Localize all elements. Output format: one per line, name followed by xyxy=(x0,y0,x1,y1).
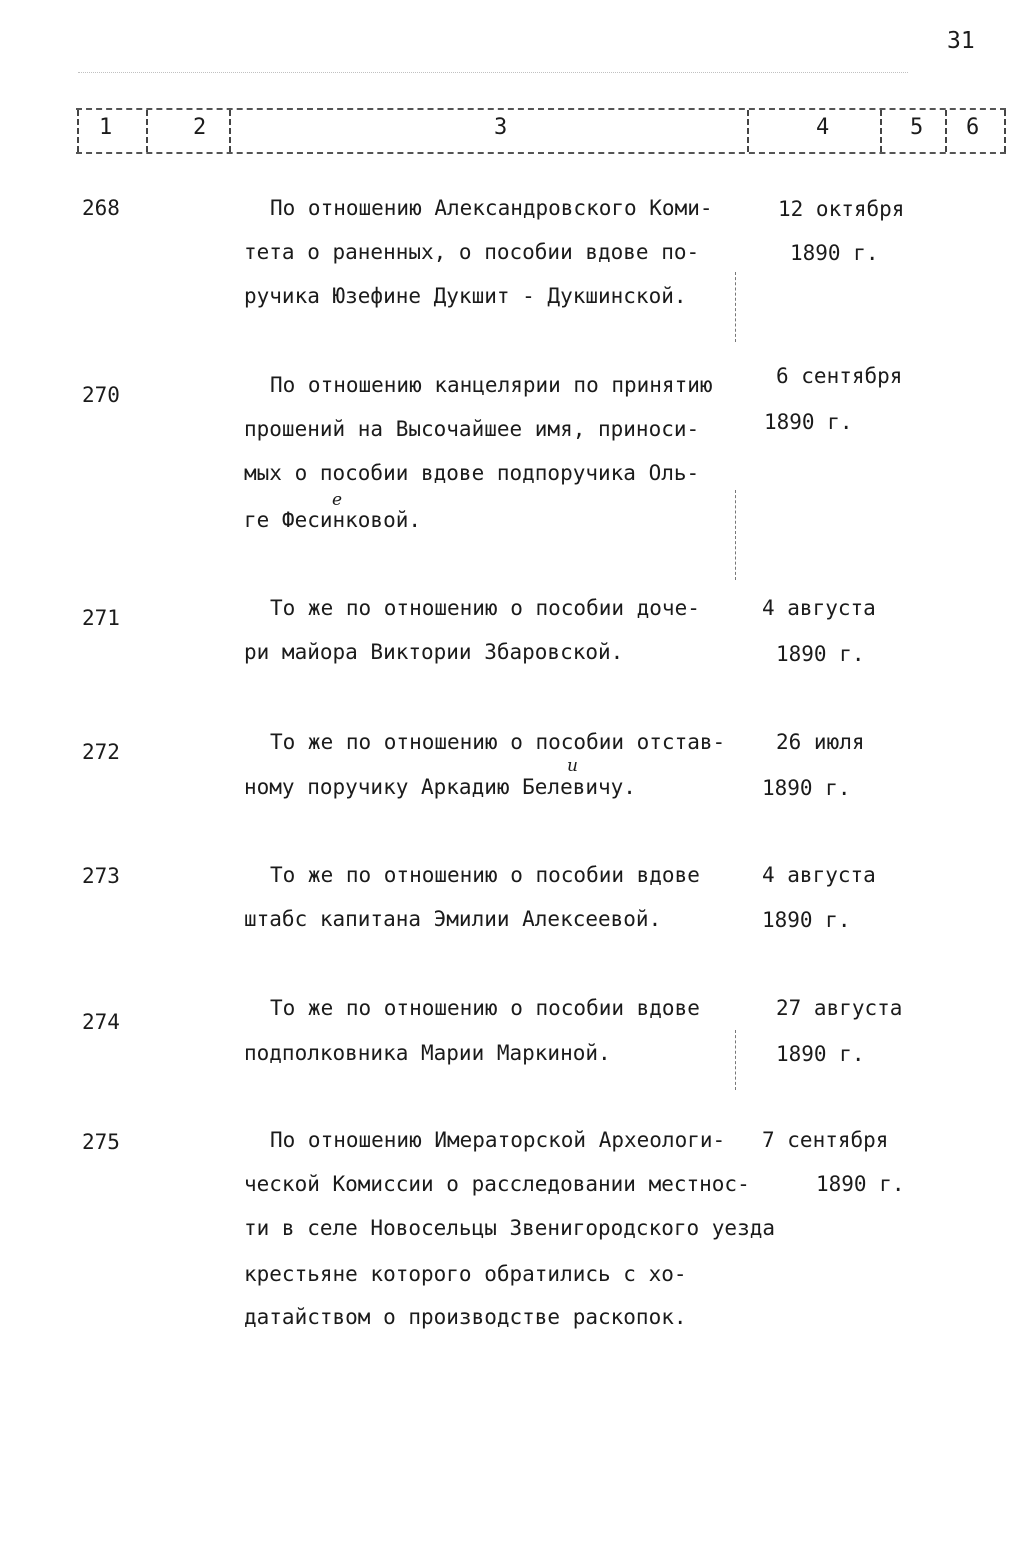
record-description-line: То же по отношению о пособии вдове xyxy=(270,996,700,1020)
record-description-line: По отношению канцелярии по принятию xyxy=(270,373,713,397)
column-header-1: 1 xyxy=(99,115,113,140)
column-divider xyxy=(229,110,231,152)
record-date: 4 августа xyxy=(762,863,876,887)
header-top-rule xyxy=(76,108,1006,110)
column-header-4: 4 xyxy=(816,115,830,140)
record-description-line: мых о пособии вдове подпоручика Оль- xyxy=(244,461,700,485)
record-date: 1890 г. xyxy=(762,776,851,800)
column-divider xyxy=(945,110,947,152)
column-divider xyxy=(146,110,148,152)
record-date: 6 сентября xyxy=(776,364,903,388)
record-description-line: ти в селе Новосельцы Звенигородского уезда xyxy=(244,1216,776,1240)
record-description-line: По отношению Имераторской Археологи- xyxy=(270,1128,726,1152)
record-date: 4 августа xyxy=(762,596,876,620)
record-description-line: подполковника Марии Маркиной. xyxy=(244,1041,611,1065)
record-description-line: То же по отношению о пособии вдове xyxy=(270,863,700,887)
record-date: 1890 г. xyxy=(776,642,865,666)
column-divider xyxy=(1004,110,1006,152)
record-description-line: ручика Юзефине Дукшит - Дукшинской. xyxy=(244,284,687,308)
record-number: 271 xyxy=(82,606,120,630)
handwritten-correction: е xyxy=(332,490,343,510)
record-number: 272 xyxy=(82,740,120,764)
record-number: 270 xyxy=(82,383,120,407)
record-date: 1890 г. xyxy=(816,1172,905,1196)
margin-mark xyxy=(735,490,736,580)
handwritten-correction: и xyxy=(567,756,578,776)
header-bottom-rule xyxy=(76,152,1006,154)
record-number: 275 xyxy=(82,1130,120,1154)
column-header-2: 2 xyxy=(193,115,207,140)
column-divider xyxy=(747,110,749,152)
record-number: 274 xyxy=(82,1010,120,1034)
record-date: 1890 г. xyxy=(776,1042,865,1066)
record-date: 26 июля xyxy=(776,730,865,754)
record-description-line: То же по отношению о пособии доче- xyxy=(270,596,700,620)
column-divider xyxy=(880,110,882,152)
header-faint-rule xyxy=(78,72,908,73)
column-header-6: 6 xyxy=(966,115,980,140)
record-date: 1890 г. xyxy=(764,410,853,434)
page-number: 31 xyxy=(947,28,975,54)
record-number: 273 xyxy=(82,864,120,888)
record-description-line: ному поручику Аркадию Белевичу. xyxy=(244,775,636,799)
column-divider xyxy=(77,110,79,152)
record-description-line: штабс капитана Эмилии Алексеевой. xyxy=(244,907,662,931)
record-date: 27 августа xyxy=(776,996,903,1020)
margin-mark xyxy=(735,1030,736,1090)
column-header-3: 3 xyxy=(494,115,508,140)
record-description-line: прошений на Высочайшее имя, приноси- xyxy=(244,417,700,441)
record-description-line: ческой Комиссии о расследовании местнос- xyxy=(244,1172,750,1196)
record-description-line: ри майора Виктории Збаровской. xyxy=(244,640,624,664)
record-description-line: крестьяне которого обратились с хо- xyxy=(244,1262,687,1286)
column-header-5: 5 xyxy=(910,115,924,140)
record-description-line: датайством о производстве раскопок. xyxy=(244,1305,687,1329)
record-number: 268 xyxy=(82,196,120,220)
record-date: 12 октября xyxy=(778,197,905,221)
record-date: 7 сентября xyxy=(762,1128,889,1152)
margin-mark xyxy=(735,272,736,342)
record-description-line: По отношению Александровского Коми- xyxy=(270,196,713,220)
record-date: 1890 г. xyxy=(790,241,879,265)
record-date: 1890 г. xyxy=(762,908,851,932)
record-description-line: То же по отношению о пособии отстав- xyxy=(270,730,726,754)
record-description-line: тета о раненных, о пособии вдове по- xyxy=(244,240,700,264)
record-description-line: ге Фесинковой. xyxy=(244,508,422,532)
